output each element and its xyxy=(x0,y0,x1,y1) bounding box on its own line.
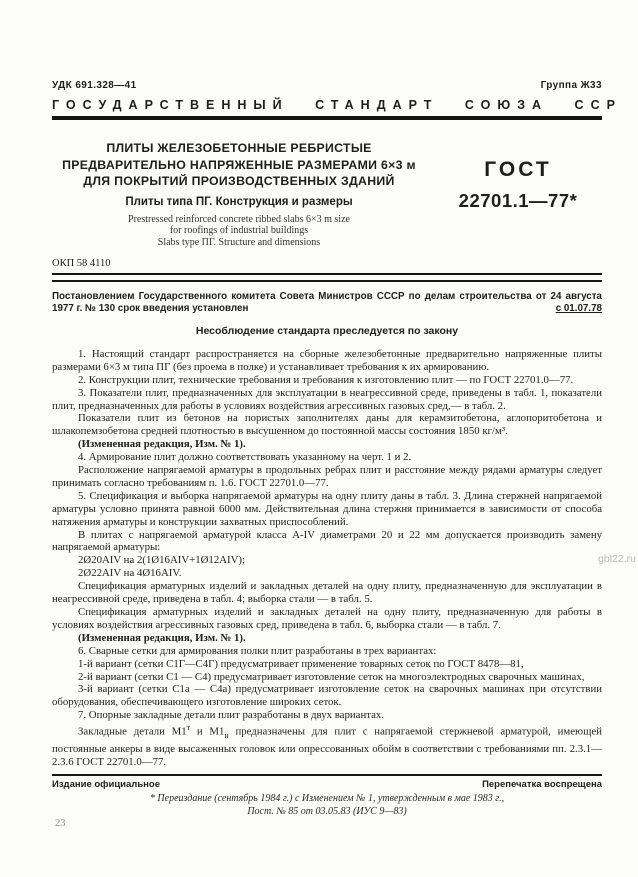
paragraph-20 xyxy=(52,722,602,768)
title-en-line-3: Slabs type ПГ. Structure and dimensions xyxy=(157,237,321,249)
paragraph-1: 1. Настоящий стандарт распространяется на сборные железобетонные предварительно напряженные плиты размерами 6×3 м типа ПГ (без проема в полке) и устанавливает требования к их армированию. xyxy=(52,347,602,373)
title-english xyxy=(52,214,426,249)
title-block xyxy=(52,140,602,249)
paragraph-20-mid: и М1 xyxy=(190,725,225,738)
paragraph-8: 5. Спецификация и выборка напрягаемой арматуры на одну плиту даны в табл. 3. Длина стержней напрягаемой арматуры условно принята равной 6000 мм. Действительная длина стержня принимается в зависимости от способа натяжения арматуры и конструкции захватных приспособлений. xyxy=(52,489,602,528)
paragraph-6: 4. Армирование плит должно соответствовать указанному на черт. 1 и 2. xyxy=(78,451,412,464)
paragraph-12: Спецификация арматурных изделий и закладных деталей на одну плиту, предназначенную для эксплуатации в неагрессивной среде, приведена в табл. 4; выборка стали — в табл. 5. xyxy=(52,580,602,606)
gost-number: 22701.1—77* xyxy=(458,190,578,211)
paragraph-16-variant-1: 1-й вариант (сетки С1Г—С4Г) предусматривает применение товарных сеток по ГОСТ 8478—81, xyxy=(78,657,524,670)
paragraph-18-variant-3: 3-й вариант (сетки С1а — С4а) предусматривает изготовление сеток на сварочных машинах при отсутствии оборудования, обеспечивающего изготовление широких сеток. xyxy=(52,683,602,709)
paragraph-20-sub: н xyxy=(224,730,229,740)
title-line-1: ПЛИТЫ ЖЕЛЕЗОБЕТОННЫЕ РЕБРИСТЫЕ xyxy=(106,141,372,155)
document-body xyxy=(52,348,602,769)
paragraph-15: 6. Сварные сетки для армирования полки плит разработаны в трех вариантах: xyxy=(78,644,437,657)
law-notice: Несоблюдение стандарта преследуется по закону xyxy=(195,324,459,337)
paragraph-20-pre: Закладные детали М1 xyxy=(78,725,187,738)
gost-banner-title: ГОСУДАРСТВЕННЫЙ СТАНДАРТ СОЮЗА ССР xyxy=(52,98,622,112)
paragraph-2: 2. Конструкции плит, технические требования и требования к изготовлению плит — по ГОСТ 22701.0—77. xyxy=(78,373,574,386)
title-en-line-1: Prestressed reinforced concrete ribbed slabs 6×3 m size xyxy=(128,213,350,225)
document-header xyxy=(52,80,602,91)
title-en-line-2: for roofings of industrial buildings xyxy=(169,225,309,237)
group-code: Группа Ж33 xyxy=(540,80,602,91)
site-watermark: gbl22.ru xyxy=(598,553,636,565)
paragraph-14-amended-note: (Измененная редакция, Изм. № 1). xyxy=(78,631,246,644)
formula-line-2: 2Ø22АIV на 4Ø16АIV. xyxy=(78,567,182,580)
title-left-column xyxy=(52,140,434,249)
gost-label: ГОСТ xyxy=(484,158,552,181)
paragraph-20-sup: т xyxy=(186,723,191,733)
paragraph-9: В плитах с напрягаемой арматурой класса А-IV диаметрами 20 и 22 мм допускается производить замену напрягаемой арматуры: xyxy=(52,528,602,554)
reissue-footnote xyxy=(52,793,602,818)
reissue-footnote-line-2: Пост. № 85 от 03.05.83 (ИУС 9—83) xyxy=(247,805,407,817)
paragraph-5-amended-note: (Измененная редакция, Изм. № 1). xyxy=(78,438,246,451)
formula-line-1: 2Ø20АIV на 2(1Ø16АIV+1Ø12АIV); xyxy=(78,554,245,567)
decree-text: Постановлением Государственного комитета Совета Министров СССР по делам строительства от 24 августа 1977 г. № 130 срок введения установлен xyxy=(52,290,602,314)
paragraph-4: Показатели плит из бетонов на пористых заполнителях даны для керамзитобетона, аглопоритобетона и шлакопемзобетона средней плотностью в высушенном до постоянной массы состояния 1850 кг/м³. xyxy=(52,412,602,438)
okp-code: ОКП 58 4110 xyxy=(52,257,111,269)
gost-number-block xyxy=(434,140,602,249)
title-line-3: ДЛЯ ПОКРЫТИЙ ПРОИЗВОДСТВЕННЫХ ЗДАНИЙ xyxy=(83,174,395,188)
banner-rule xyxy=(52,116,602,120)
double-rule xyxy=(52,273,602,282)
reprint-forbidden-label: Перепечатка воспрещена xyxy=(482,779,602,791)
reissue-footnote-line-1: * Переиздание (сентябрь 1984 г.) с Изменением № 1, утвержденным в мае 1983 г., xyxy=(149,793,505,805)
paragraph-13: Спецификация арматурных изделий и закладных деталей на одну плиту, предназначенную для работы в условиях воздействия агрессивных газовых сред, приведена в табл. 6, выборка стали — в табл. 7. xyxy=(52,606,602,631)
paragraph-17-variant-2: 2-й вариант (сетки С1 — С4) предусматривает изготовление сеток на многоэлектродных сварочных машинах, xyxy=(78,670,585,683)
decree-paragraph xyxy=(52,291,602,315)
footer-row xyxy=(52,779,602,790)
paragraph-3: 3. Показатели плит, предназначенных для эксплуатации в неагрессивной среде, приведены в табл. 1, показатели плит, предназначенных для работы в условиях воздействия агрессивных газовых сред,— в табл. 2. xyxy=(52,386,602,412)
page-number: 23 xyxy=(55,818,66,829)
paragraph-20-post: предназначены для плит с напрягаемой стержневой арматурой, имеющей постоянные анкеры в виде высаженных головок или опрессованных обойм в соответствии с требованиями пп. 2.3.1—2.3.6 ГОСТ 22701.0—77. xyxy=(52,725,602,768)
footer-rule xyxy=(52,774,602,777)
paragraph-7: Расположение напрягаемой арматуры в продольных ребрах плит и расстояние между рядами арматуры следует принимать согласно требованиям п. 1.6. ГОСТ 22701.0—77. xyxy=(52,464,602,489)
udk-code: УДК 691.328—41 xyxy=(52,80,137,91)
official-edition-label: Издание официальное xyxy=(52,779,160,791)
title-subtitle: Плиты типа ПГ. Конструкция и размеры xyxy=(125,195,353,208)
paragraph-19: 7. Опорные закладные детали плит разработаны в двух вариантах. xyxy=(78,709,384,722)
title-line-2: ПРЕДВАРИТЕЛЬНО НАПРЯЖЕННЫЕ РАЗМЕРАМИ 6×3 м xyxy=(62,157,416,172)
decree-effective-date: с 01.07.78 xyxy=(555,302,602,314)
